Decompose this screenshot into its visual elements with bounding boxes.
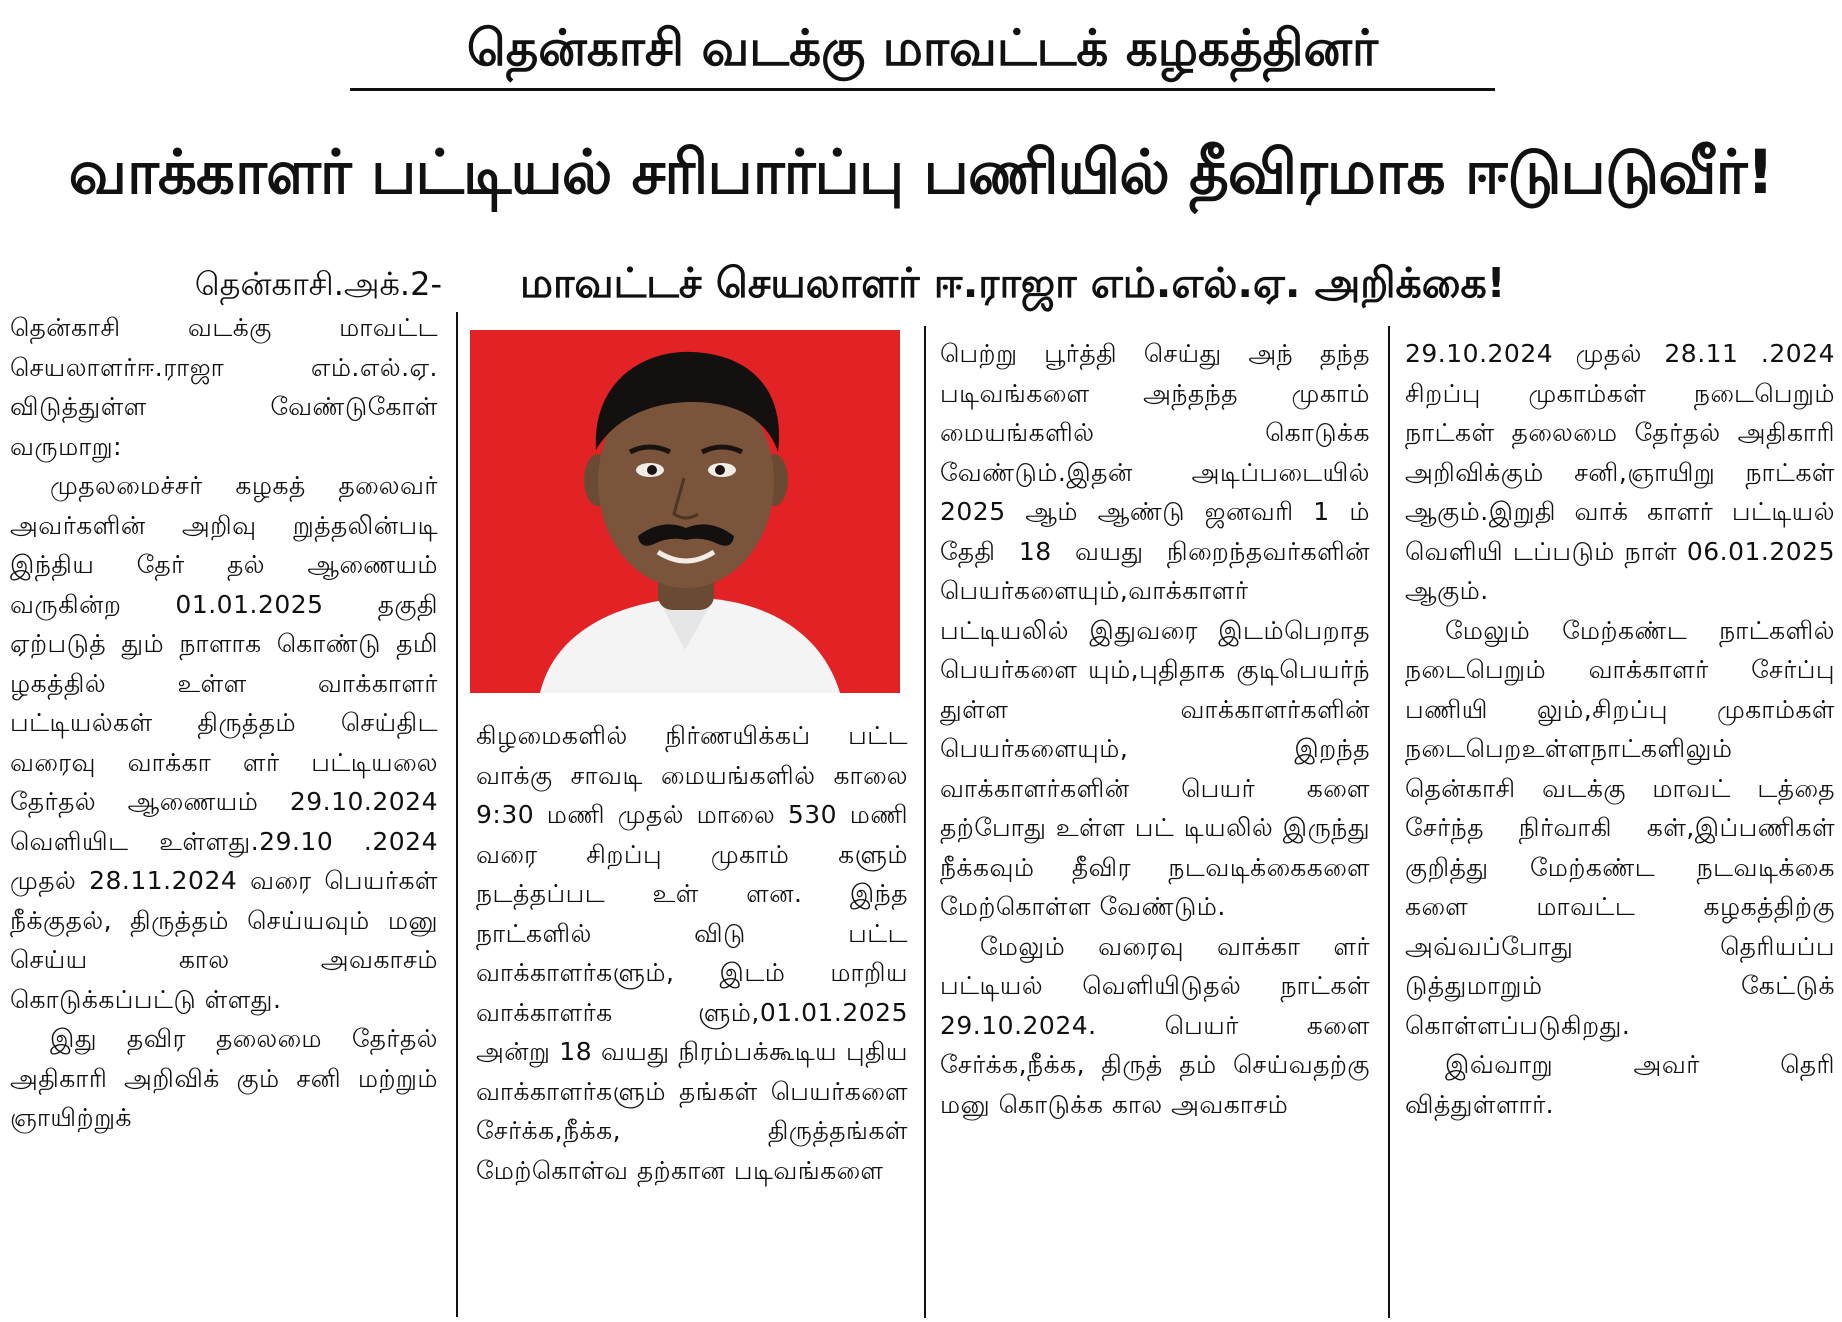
column-rule [456, 312, 458, 1317]
article-column-3 [940, 334, 1370, 1318]
subheadline: மாவட்டச் செயலாளர் ஈ.ராஜா எம்.எல்.ஏ. அறிக்கை! [520, 259, 1506, 307]
column-rule [1388, 326, 1390, 1318]
paragraph: பெற்று பூர்த்தி செய்து அந் தந்த படிவங்களை அந்தந்த முகாம் மையங்களில் கொடுக்க வேண்டும்.இதன் அடிப்படையில் 2025 ஆம் ஆண்டு ஜனவரி 1 ம் தேதி 18 வயது நிறைந்தவர்களின் பெயர்களையும்,வாக்காளர் பட்டியலில் இதுவரை இடம்பெறாத பெயர்களை யும்,புதிதாக குடிபெயர்ந் துள்ள வாக்காளர்களின் பெயர்களையும், இறந்த வாக்காளர்களின் பெயர் களை தற்போது உள்ள பட் டியலில் இருந்து நீக்கவும் தீவிர நடவடிக்கைகளை மேற்கொள்ள வேண்டும். [940, 339, 1370, 921]
paragraph: தென்காசி வடக்கு மாவட்ட செயலாளர்ஈ.ராஜா எம்.எல்.ஏ. விடுத்துள்ள வேண்டுகோள் வருமாறு: [10, 313, 438, 461]
portrait-photo [470, 330, 900, 693]
dateline: தென்காசி.அக்.2- [194, 265, 442, 303]
paragraph: இது தவிர தலைமை தேர்தல் அதிகாரி அறிவிக் கும் சனி மற்றும் ஞாயிற்றுக் [10, 1024, 438, 1132]
paragraph: 29.10.2024 முதல் 28.11 .2024 சிறப்பு முகாம்கள் நடைபெறும் நாட்கள் தலைமை தேர்தல் அதிகாரி அறிவிக்கும் சனி,ஞாயிறு நாட்கள் ஆகும்.இறுதி வாக் காளர் பட்டியல் வெளியி டப்படும் நாள் 06.01.2025 ஆகும். [1405, 339, 1835, 605]
article-column-4 [1405, 334, 1835, 1318]
article-column-2 [476, 716, 908, 1316]
paragraph: மேலும் வரைவு வாக்கா ளர் பட்டியல் வெளியிடுதல் நாட்கள் 29.10.2024. பெயர் களை சேர்க்க,நீக்க, திருத் தம் செய்வதற்கு மனு கொடுக்க கால அவகாசம் [940, 931, 1370, 1119]
paragraph: கிழமைகளில் நிர்ணயிக்கப் பட்ட வாக்கு சாவடி மையங்களில் காலை 9:30 மணி முதல் மாலை 530 மணி வரை சிறப்பு முகாம் களும் நடத்தப்பட உள் ளன. இந்த நாட்களில் விடு பட்ட வாக்காளர்களும், இடம் மாறிய வாக்காளர்க ளும்,01.01.2025 அன்று 18 வயது நிரம்பக்கூடிய புதிய வாக்காளர்களும் தங்கள் பெயர்களை சேர்க்க,நீக்க, திருத்தங்கள் மேற்கொள்வ தற்கான படிவங்களை [476, 721, 908, 1185]
column-rule [924, 326, 926, 1318]
paragraph: முதலமைச்சர் கழகத் தலைவர் அவர்களின் அறிவு றுத்தலின்படி இந்திய தேர் தல் ஆணையம் வருகின்ற 01.01.2025 தகுதி ஏற்படுத் தும் நாளாக கொண்டு தமி ழகத்தில் உள்ள வாக்காளர் பட்டியல்கள் திருத்தம் செய்திட வரைவு வாக்கா ளர் பட்டியலை தேர்தல் ஆணையம் 29.10.2024 வெளியிட உள்ளது.29.10 .2024 முதல் 28.11.2024 வரை பெயர்கள் நீக்குதல், திருத்தம் செய்யவும் மனு செய்ய கால அவகாசம் கொடுக்கப்பட்டு ள்ளது. [10, 471, 438, 1014]
headline: வாக்காளர் பட்டியல் சரிபார்ப்பு பணியில் தீவிரமாக ஈடுபடுவீர்! [68, 137, 1774, 208]
paragraph: இவ்வாறு அவர் தெரி வித்துள்ளார். [1405, 1050, 1835, 1119]
article-column-1 [10, 308, 438, 1318]
paragraph: மேலும் மேற்கண்ட நாட்களில் நடைபெறும் வாக்காளர் சேர்ப்பு பணியி லும்,சிறப்பு முகாம்கள் நடைபெறஉள்ளநாட்களிலும் தென்காசி வடக்கு மாவட் டத்தை சேர்ந்த நிர்வாகி கள்,இப்பணிகள் குறித்து மேற்கண்ட நடவடிக்கை களை மாவட்ட கழகத்திற்கு அவ்வப்போது தெரியப்ப டுத்துமாறும் கேட்டுக் கொள்ளப்படுகிறது. [1405, 615, 1835, 1040]
portrait-of-man-icon [470, 330, 900, 693]
kicker-title: தென்காசி வடக்கு மாவட்டக் கழகத்தினர் [350, 8, 1495, 91]
